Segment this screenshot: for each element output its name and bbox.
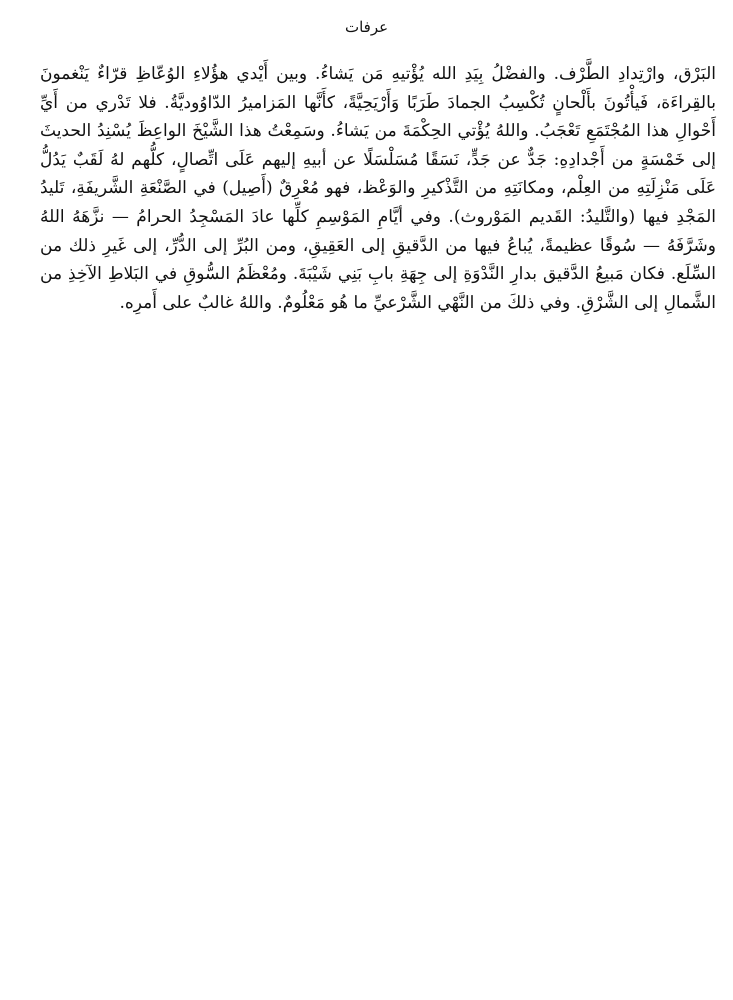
running-head: عرفات xyxy=(344,18,389,36)
body-paragraph: البَرْق، وارْتِدادِ الطَّرْف. والفضْلُ بِيَدِ الله يُؤْتيهِ مَن يَشاءُ. وبين أَيْدي هؤُلاءِ الوُعّاظِ قرّاءٌ يَنْغمونَ بالقِراءَة، فَيأْتُونَ بأَلْحانٍ تُكْسِبُ الجمادَ طَرَبًا وَأَرْيَحِيَّةً، كأَنَّها المَزاميرُ الدّاوُوديَّةُ. فلا تَدْري من أَيِّ أَحْوالِ هذا المُجْتَمَعِ تَعْجَبُ. واللهُ يُؤْتي الحِكْمَةَ من يَشاءُ. وسَمِعْتُ هذا الشَّيْخَ الواعِظَ يُسْنِدُ الحديثَ إلى خَمْسَةٍ من أَجْدادِهِ: جَدٌّ عن جَدٍّ، نَسَقًا مُسَلْسَلًا عن أبيهِ إليهم عَلَى اتِّصالٍ، كلُّهم لهُ لَقَبٌ يَدُلُّ عَلَى مَنْزِلَتِهِ من العِلْم، ومكانَتِهِ من التَّذْكيرِ والوَعْظ، فهو مُعْرِقٌ (أَصِيل) في الصَّنْعَةِ الشَّريفَةِ، تَليدُ المَجْدِ فيها (والتَّليدُ: القَديم المَوْروث). وفي أيَّامِ المَوْسِمِ كلِّها عادَ المَسْجِدُ الحرامُ — نزَّهَهُ اللهُ وشَرَّفَهُ — سُوقًا عظيمةً، يُباعُ فيها من الدَّقيقِ إلى العَقِيقِ، ومن البُرِّ إلى الدُّرِّ، إلى غَيرِ ذلك من السِّلَع. فكان مَبيعُ الدَّقيق بدارِ النَّدْوَةِ إلى جِهَةِ بابِ بَنِي شَيْبَةَ. ومُعْظَمُ السُّوقِ في البَلاطِ الآخِذِ من الشَّمالِ إلى الشَّرْقِ. وفي ذلكَ من النَّهْي الشَّرْعيِّ ما هُو مَعْلُومٌ. واللهُ غالبٌ على أَمرِه. xyxy=(40,64,716,313)
